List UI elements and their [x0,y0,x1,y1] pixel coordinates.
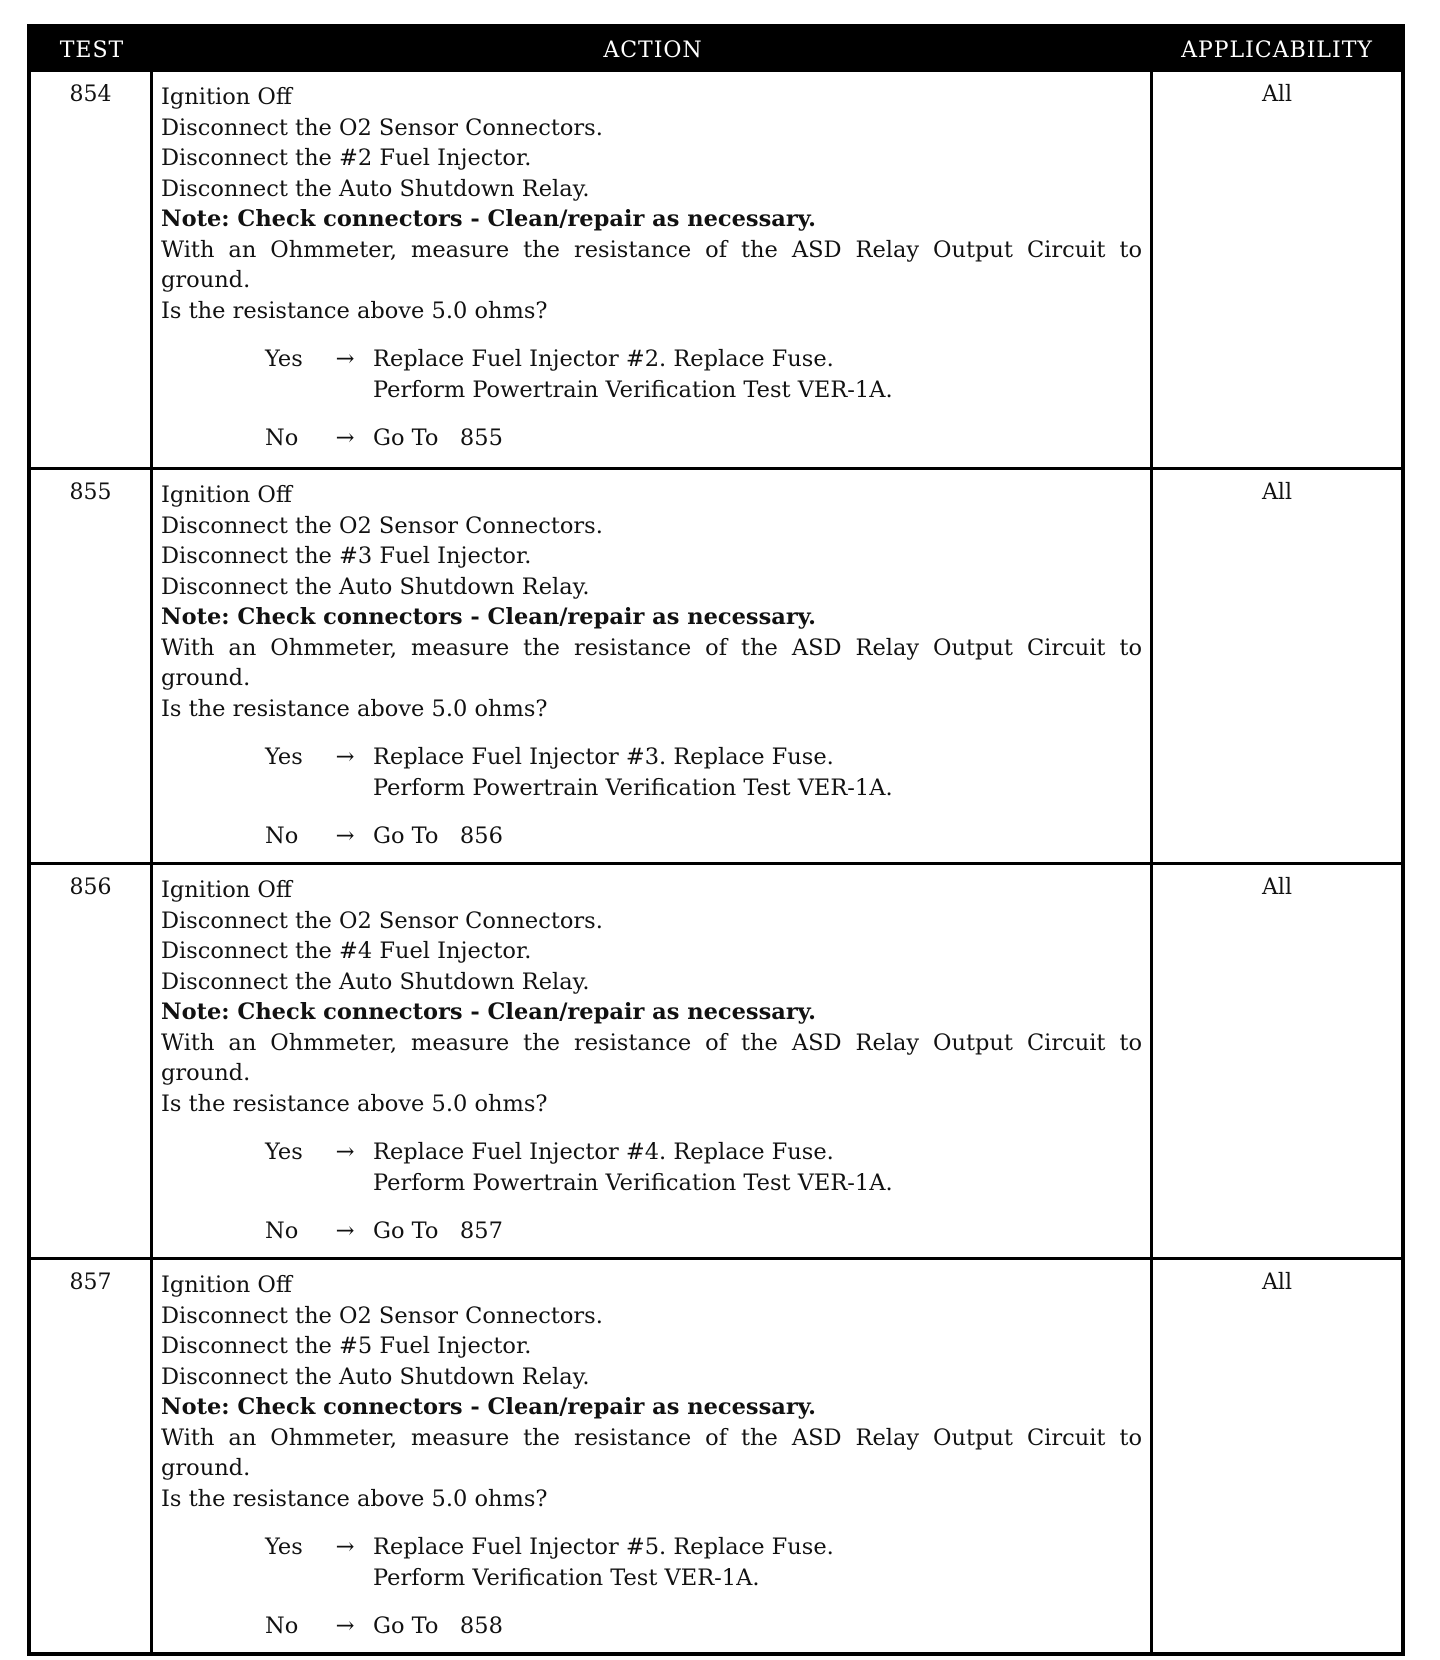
measure-instruction: With an Ohmmeter, measure the resistance of the ASD Relay Output Circuit to [161,236,1142,263]
action-line: Disconnect the Auto Shutdown Relay. [161,1363,590,1390]
yes-label: Yes [265,346,303,372]
yes-label: Yes [265,744,303,770]
question-text: Is the resistance above 5.0 ohms? [161,695,548,722]
action-line: Disconnect the O2 Sensor Connectors. [161,114,603,141]
yes-action-line: Replace Fuel Injector #3. Replace Fuse. [373,744,834,770]
measure-instruction: With an Ohmmeter, measure the resistance of the ASD Relay Output Circuit to [161,634,1142,661]
no-action: Go To 857 [373,1218,503,1244]
action-cell [153,470,1153,862]
yes-action-line: Perform Powertrain Verification Test VER-1A. [373,1169,893,1196]
header-test: TEST [59,37,125,63]
arrow-icon: → [335,346,355,372]
table-body [31,72,1401,1652]
action-line: Disconnect the O2 Sensor Connectors. [161,1302,603,1329]
applicability-value: All [1262,480,1292,505]
measure-instruction: With an Ohmmeter, measure the resistance of the ASD Relay Output Circuit to [161,1424,1142,1451]
action-line: Ignition Off [161,482,292,508]
table-row [31,467,1401,862]
action-line: Disconnect the Auto Shutdown Relay. [161,968,590,995]
no-action: Go To 856 [373,823,503,849]
action-line: Disconnect the #3 Fuel Injector. [161,543,532,569]
table-row [31,1257,1401,1652]
arrow-icon: → [335,744,355,770]
yes-action-line: Perform Powertrain Verification Test VER-1A. [373,376,893,403]
applicability-value: All [1262,875,1292,900]
note-text: Note: Check connectors - Clean/repair as necessary. [161,206,816,232]
yes-action [373,344,1142,405]
no-label: No [265,1613,299,1639]
no-label: No [265,823,299,849]
no-branch [265,821,1142,852]
arrow-icon: → [335,425,355,451]
table-header [31,28,1401,72]
arrow-icon: → [335,1613,355,1639]
yes-branch [265,344,1142,405]
arrow-icon: → [335,1218,355,1244]
action-line: Ignition Off [161,84,292,110]
measure-instruction-end: ground. [161,267,251,293]
action-line: Disconnect the Auto Shutdown Relay. [161,573,590,600]
no-label: No [265,1218,299,1244]
question-text: Is the resistance above 5.0 ohms? [161,1485,548,1512]
no-label: No [265,425,299,451]
measure-instruction-end: ground. [161,1060,251,1086]
action-line: Disconnect the #5 Fuel Injector. [161,1333,532,1359]
action-line: Disconnect the O2 Sensor Connectors. [161,512,603,539]
yes-label: Yes [265,1139,303,1165]
action-cell [153,865,1153,1257]
arrow-icon: → [335,1139,355,1165]
note-text: Note: Check connectors - Clean/repair as necessary. [161,999,816,1025]
table-row [31,862,1401,1257]
action-line: Disconnect the #4 Fuel Injector. [161,938,532,964]
yes-action-line: Perform Verification Test VER-1A. [373,1564,760,1591]
no-branch [265,1611,1142,1642]
yes-branch [265,1137,1142,1198]
measure-instruction: With an Ohmmeter, measure the resistance of the ASD Relay Output Circuit to [161,1029,1142,1056]
action-line: Ignition Off [161,1272,292,1298]
header-action: ACTION [603,37,703,63]
action-cell [153,1260,1153,1652]
applicability-value: All [1262,1270,1292,1295]
yes-branch [265,742,1142,803]
test-number: 856 [31,865,153,1257]
action-line: Disconnect the Auto Shutdown Relay. [161,175,590,202]
test-number: 857 [31,1260,153,1652]
measure-instruction-end: ground. [161,1455,251,1481]
no-action: Go To 855 [373,425,503,451]
yes-action [373,1137,1142,1198]
arrow-icon: → [335,823,355,849]
question-text: Is the resistance above 5.0 ohms? [161,1090,548,1117]
note-text: Note: Check connectors - Clean/repair as necessary. [161,1394,816,1420]
yes-action [373,1532,1142,1593]
applicability-value: All [1262,82,1292,107]
yes-action-line: Replace Fuel Injector #4. Replace Fuse. [373,1139,834,1165]
test-number: 854 [31,72,153,467]
no-branch [265,1216,1142,1247]
action-line: Disconnect the O2 Sensor Connectors. [161,907,603,934]
table-row [31,72,1401,467]
no-action: Go To 858 [373,1613,503,1639]
yes-branch [265,1532,1142,1593]
yes-action [373,742,1142,803]
action-cell [153,72,1153,467]
no-branch [265,423,1142,454]
header-applicability: APPLICABILITY [1181,37,1373,63]
arrow-icon: → [335,1534,355,1560]
action-line: Disconnect the #2 Fuel Injector. [161,145,532,171]
note-text: Note: Check connectors - Clean/repair as necessary. [161,604,816,630]
action-line: Ignition Off [161,877,292,903]
diagnostic-test-table [27,24,1405,1656]
question-text: Is the resistance above 5.0 ohms? [161,297,548,324]
yes-action-line: Replace Fuel Injector #5. Replace Fuse. [373,1534,834,1560]
yes-action-line: Replace Fuel Injector #2. Replace Fuse. [373,346,834,372]
yes-action-line: Perform Powertrain Verification Test VER-1A. [373,774,893,801]
test-number: 855 [31,470,153,862]
yes-label: Yes [265,1534,303,1560]
measure-instruction-end: ground. [161,665,251,691]
